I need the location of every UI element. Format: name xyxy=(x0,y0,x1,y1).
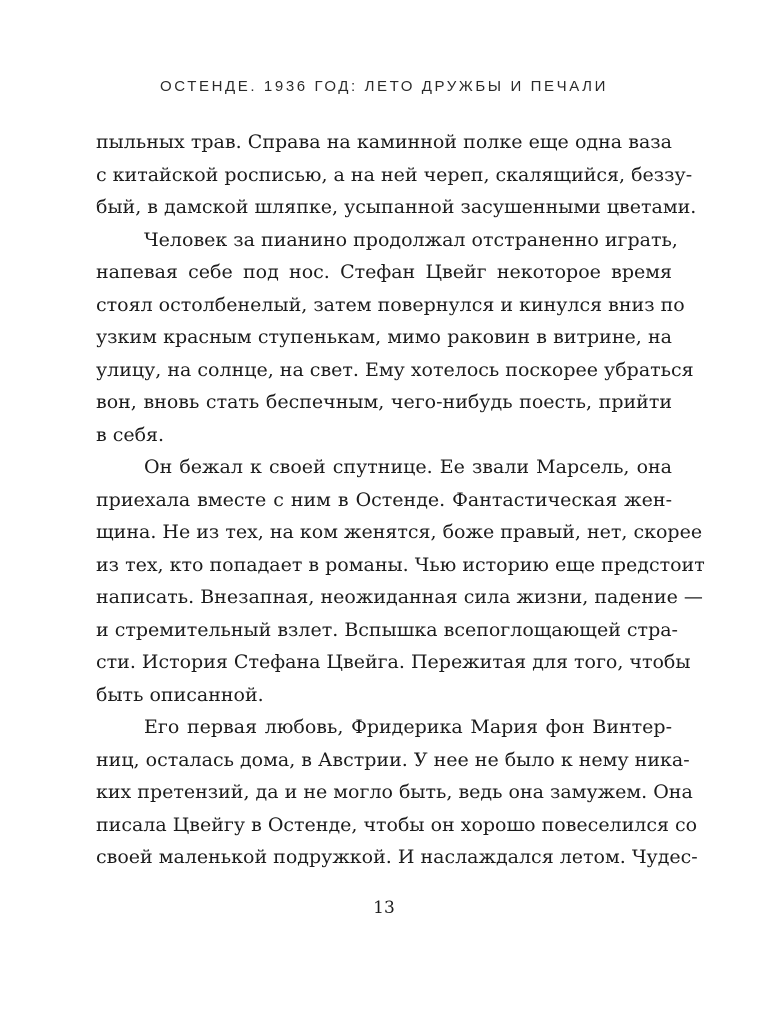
text-line: ниц, осталась дома, в Австрии. У нее не было к нему ника- xyxy=(96,748,690,771)
text-line: вон, вновь стать беспечным, чего-нибудь поесть, прийти xyxy=(96,391,672,413)
text-line: приехала вместе с ним в Остенде. Фантастическая жен- xyxy=(96,488,672,511)
page-number: 13 xyxy=(373,898,395,918)
text-line: напевая себе под нос. Стефан Цвейг некоторое время xyxy=(96,261,672,283)
text-line: пыльных трав. Справа на каминной полке еще одна ваза xyxy=(96,131,672,153)
text-line: бый, в дамской шляпке, усыпанной засушенными цветами. xyxy=(96,196,697,218)
paragraph-first-line: Его первая любовь, Фридерика Мария фон Винтер- xyxy=(144,716,672,738)
text-line: сти. История Стефана Цвейга. Пережитая для того, чтобы xyxy=(96,651,691,673)
running-head: ОСТЕНДЕ. 1936 ГОД: ЛЕТО ДРУЖБЫ И ПЕЧАЛИ xyxy=(160,78,608,95)
text-line: быть описанной. xyxy=(96,683,264,706)
paragraph-first-line: Человек за пианино продолжал отстраненно играть, xyxy=(144,228,678,251)
text-line: из тех, кто попадает в романы. Чью историю еще предстоит xyxy=(96,553,705,576)
text-line: в себя. xyxy=(96,423,165,446)
text-line: с китайской росписью, а на ней череп, скалящийся, беззу- xyxy=(96,163,693,186)
text-line: ких претензий, да и не могло быть, ведь она замужем. Она xyxy=(96,781,693,803)
body-text xyxy=(96,126,705,874)
text-line: написать. Внезапная, неожиданная сила жизни, падение — xyxy=(96,586,703,608)
text-line: и стремительный взлет. Вспышка всепоглощающей стра- xyxy=(96,618,678,641)
text-line: писала Цвейгу в Остенде, чтобы он хорошо повеселился со xyxy=(96,813,698,836)
text-line: узким красным ступенькам, мимо раковин в витрине, на xyxy=(96,326,672,348)
text-line: стоял остолбенелый, затем повернулся и кинулся вниз по xyxy=(96,293,685,316)
paragraph-first-line: Он бежал к своей спутнице. Ее звали Марсель, она xyxy=(144,456,672,478)
text-line: улицу, на солнце, на свет. Ему хотелось поскорее убраться xyxy=(96,358,694,381)
text-line: щина. Не из тех, на ком женятся, боже правый, нет, скорее xyxy=(96,521,703,543)
text-line: своей маленькой подружкой. И наслаждался летом. Чудес- xyxy=(96,846,698,868)
